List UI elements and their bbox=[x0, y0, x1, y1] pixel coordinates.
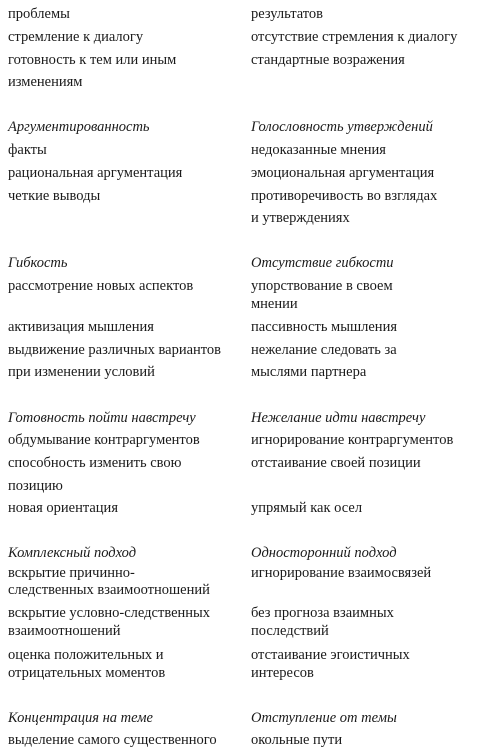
right-list-item: противоречивость во взглядах bbox=[251, 188, 438, 204]
right-list-item: мнении bbox=[251, 296, 298, 312]
left-list-item: способность изменить свою bbox=[8, 455, 182, 471]
left-list-item: оценка положительных и bbox=[8, 647, 164, 663]
left-list-item: выделение самого существенного bbox=[8, 732, 217, 748]
right-list-item: упорствование в своем bbox=[251, 278, 393, 294]
left-list-item: рассмотрение новых аспектов bbox=[8, 278, 194, 294]
right-list-item: стандартные возражения bbox=[251, 52, 405, 68]
left-list-item: взаимоотношений bbox=[8, 623, 121, 639]
right-section-heading: Нежелание идти навстречу bbox=[251, 410, 426, 426]
right-list-item: пассивность мышления bbox=[251, 319, 397, 335]
right-list-item: интересов bbox=[251, 665, 314, 681]
left-list-item: стремление к диалогу bbox=[8, 29, 144, 45]
left-section-heading: Комплексный подход bbox=[8, 545, 137, 561]
left-list-item: активизация мышления bbox=[8, 319, 154, 335]
right-list-item: без прогноза взаимных bbox=[251, 605, 394, 621]
left-list-item: проблемы bbox=[8, 6, 70, 22]
right-list-item: эмоциональная аргументация bbox=[251, 165, 435, 181]
right-list-item: отсутствие стремления к диалогу bbox=[251, 29, 458, 45]
right-list-item: недоказанные мнения bbox=[251, 142, 386, 158]
left-list-item: готовность к тем или иным bbox=[8, 52, 177, 68]
right-list-item: игнорирование взаимосвязей bbox=[251, 565, 432, 581]
right-section-heading: Голословность утверждений bbox=[251, 119, 433, 135]
left-list-item: вскрытие причинно- bbox=[8, 565, 135, 581]
left-list-item: изменениям bbox=[8, 74, 83, 90]
right-section-heading: Отступление от темы bbox=[251, 710, 397, 726]
left-column bbox=[8, 0, 244, 752]
left-list-item: обдумывание контраргументов bbox=[8, 432, 200, 448]
left-section-heading: Гибкость bbox=[8, 255, 68, 271]
right-list-item: упрямый как осел bbox=[251, 500, 363, 516]
left-list-item: при изменении условий bbox=[8, 364, 155, 380]
left-list-item: позицию bbox=[8, 478, 63, 494]
left-section-heading: Концентрация на теме bbox=[8, 710, 153, 726]
left-list-item: факты bbox=[8, 142, 47, 158]
right-section-heading: Односторонний подход bbox=[251, 545, 397, 561]
right-list-item: отстаивание своей позиции bbox=[251, 455, 421, 471]
left-section-heading: Аргументированность bbox=[8, 119, 150, 135]
right-list-item: игнорирование контраргументов bbox=[251, 432, 454, 448]
left-list-item: новая ориентация bbox=[8, 500, 118, 516]
right-list-item: последствий bbox=[251, 623, 329, 639]
right-column bbox=[251, 0, 487, 752]
left-list-item: отрицательных моментов bbox=[8, 665, 166, 681]
left-list-item: четкие выводы bbox=[8, 188, 101, 204]
left-list-item: выдвижение различных вариантов bbox=[8, 342, 222, 358]
left-list-item: следственных взаимоотношений bbox=[8, 582, 210, 598]
left-section-heading: Готовность пойти навстречу bbox=[8, 410, 196, 426]
right-list-item: нежелание следовать за bbox=[251, 342, 397, 358]
right-list-item: результатов bbox=[251, 6, 324, 22]
right-list-item: и утверждениях bbox=[251, 210, 350, 226]
right-list-item: мыслями партнера bbox=[251, 364, 367, 380]
right-list-item: отстаивание эгоистичных bbox=[251, 647, 410, 663]
left-list-item: вскрытие условно-следственных bbox=[8, 605, 211, 621]
right-list-item: окольные пути bbox=[251, 732, 343, 748]
right-section-heading: Отсутствие гибкости bbox=[251, 255, 394, 271]
left-list-item: рациональная аргументация bbox=[8, 165, 183, 181]
